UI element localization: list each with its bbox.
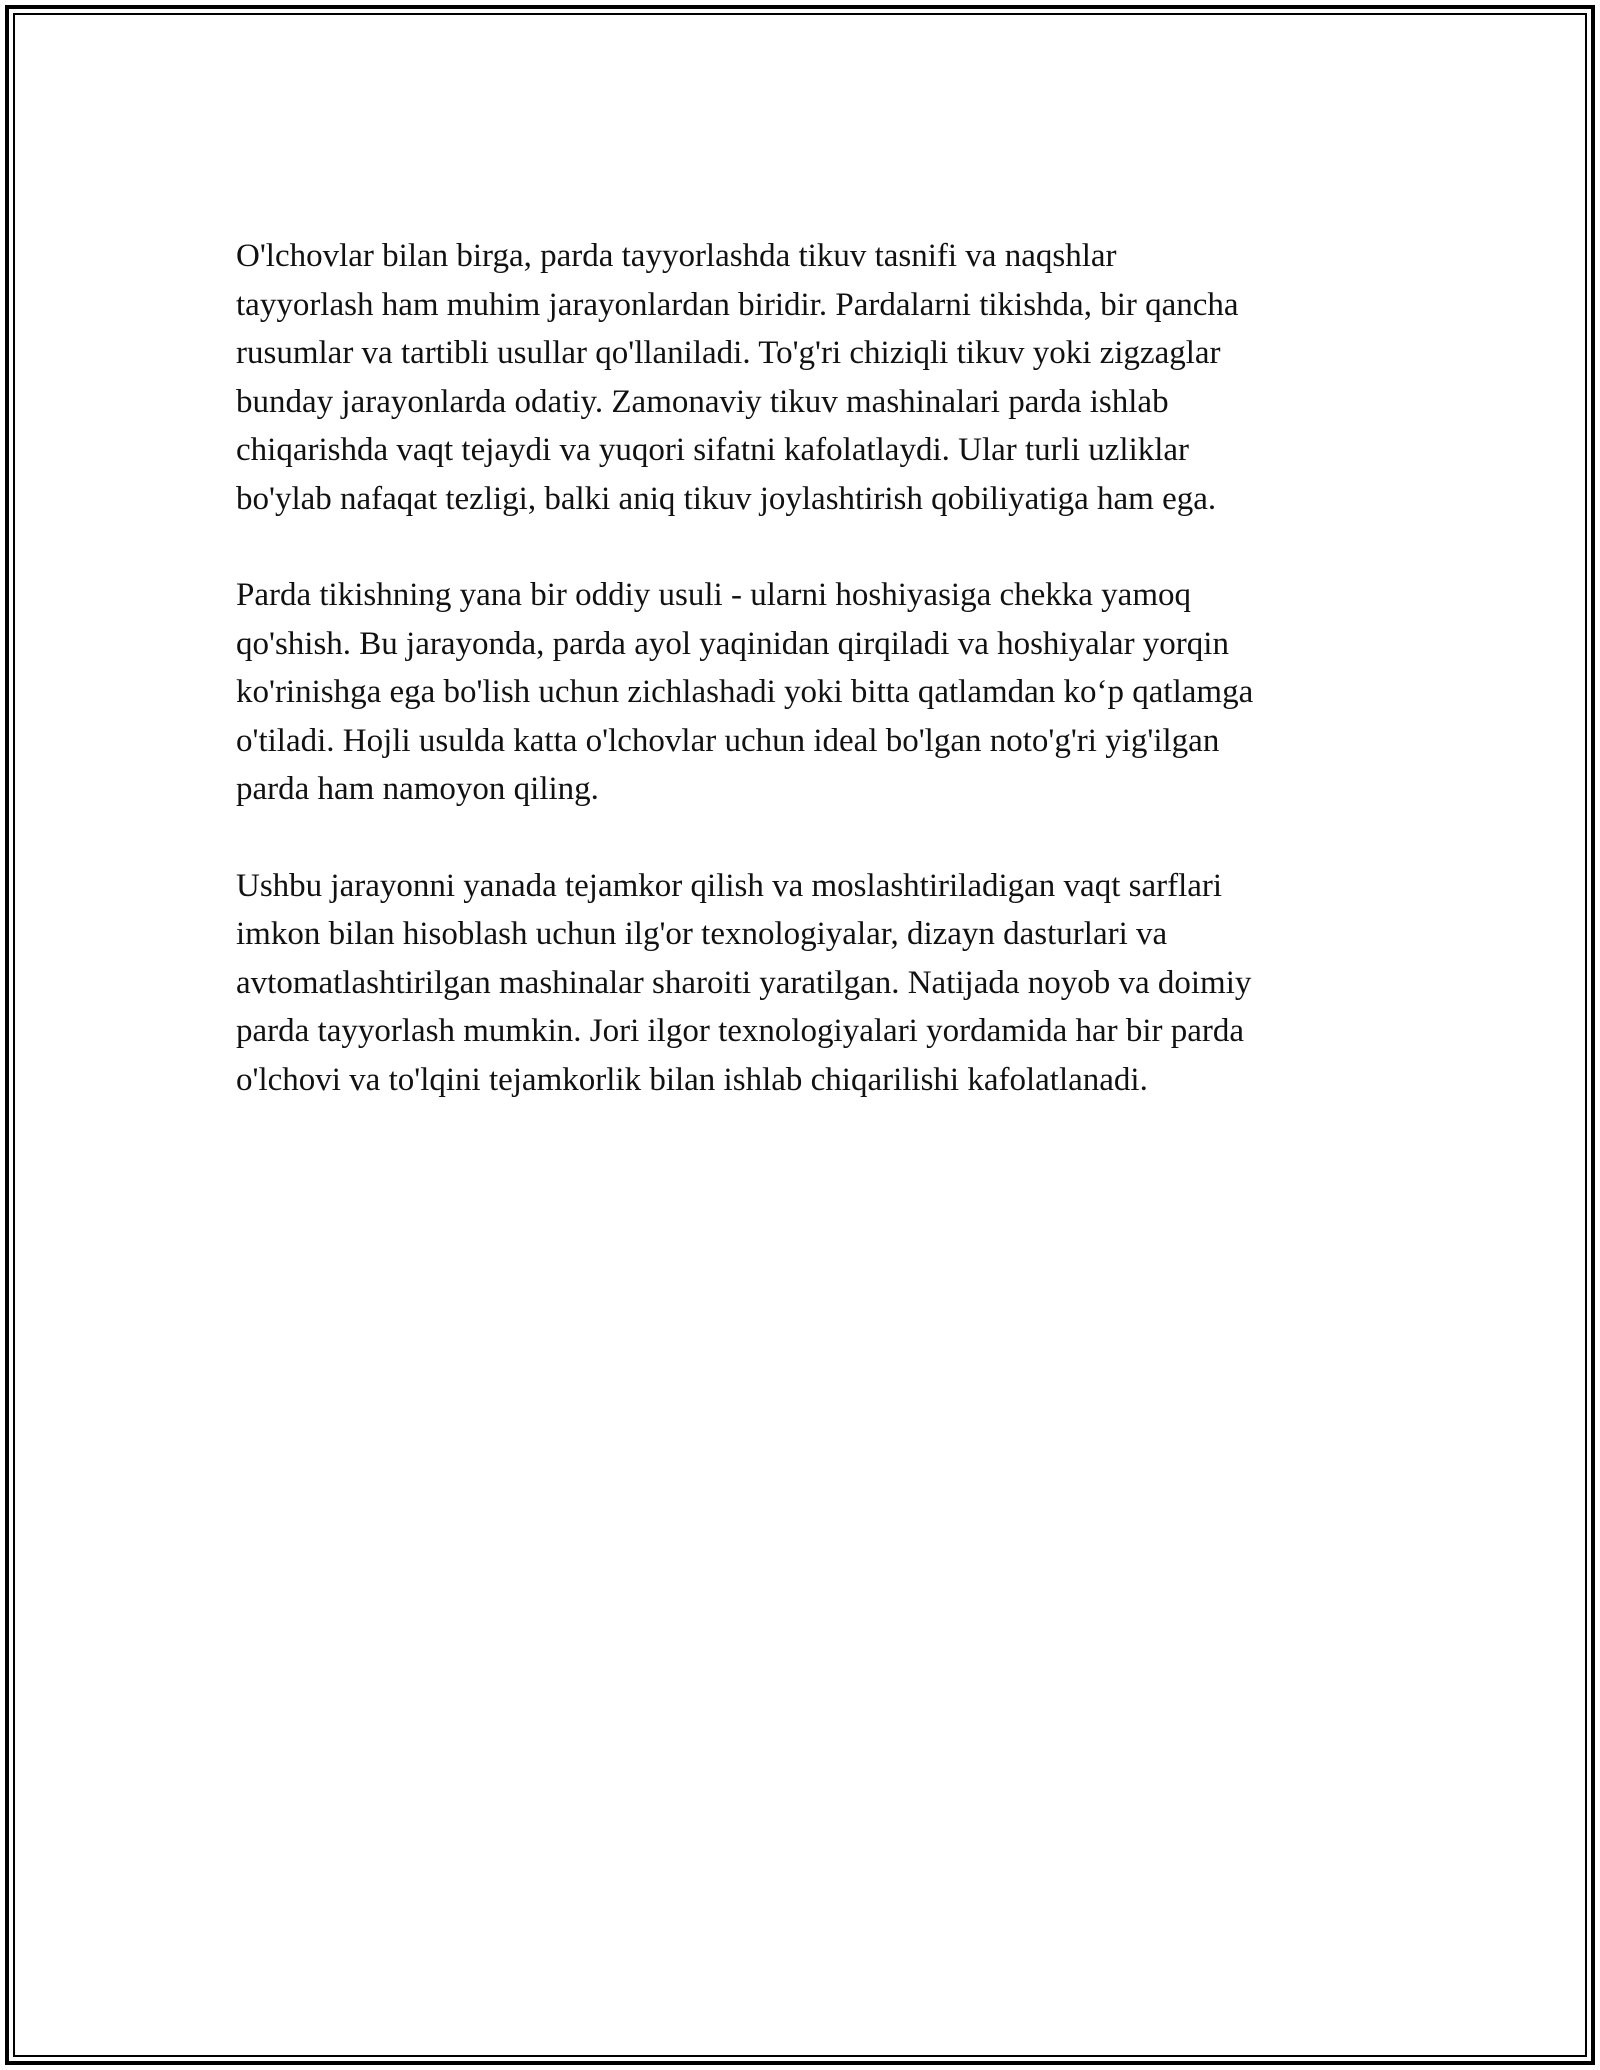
paragraph-1: O'lchovlar bilan birga, parda tayyorlashda tikuv tasnifi va naqshlar tayyorlash ham muhim jarayonlardan biridir. Pardalarni tikishda, bir qancha rusumlar va tartibli usullar qo'llaniladi. To'g'ri chiziqli tikuv yoki zigzaglar bunday jarayonlarda odatiy. Zamonaviy tikuv mashinalari parda ishlab chiqarishda vaqt tejaydi va yuqori sifatni kafolatlaydi. Ular turli uzliklar bo'ylab nafaqat tezligi, balki aniq tikuv joylashtirish qobiliyatiga ham ega.	[236, 238, 1239, 517]
document-body	[236, 232, 1386, 1152]
paragraph-3: Ushbu jarayonni yanada tejamkor qilish va moslashtiriladigan vaqt sarflari imkon bilan hisoblash uchun ilg'or texnologiyalar, dizayn dasturlari va avtomatlashtirilgan mashinalar sharoiti yaratilgan. Natijada noyob va doimiy parda tayyorlash mumkin. Jori ilgor texnologiyalari yordamida har bir parda o'lchovi va to'lqini tejamkorlik bilan ishlab chiqarilishi kafolatlanadi.	[236, 867, 1252, 1098]
paragraph-2: Parda tikishning yana bir oddiy usuli - ularni hoshiyasiga chekka yamoq qo'shish. Bu jarayonda, parda ayol yaqinidan qirqiladi va hoshiyalar yorqin ko'rinishga ega bo'lish uchun zichlashadi yoki bitta qatlamdan ko‘p qatlamga o'tiladi. Hojli usulda katta o'lchovlar uchun ideal bo'lgan noto'g'ri yig'ilgan parda ham namoyon qiling.	[236, 577, 1254, 807]
